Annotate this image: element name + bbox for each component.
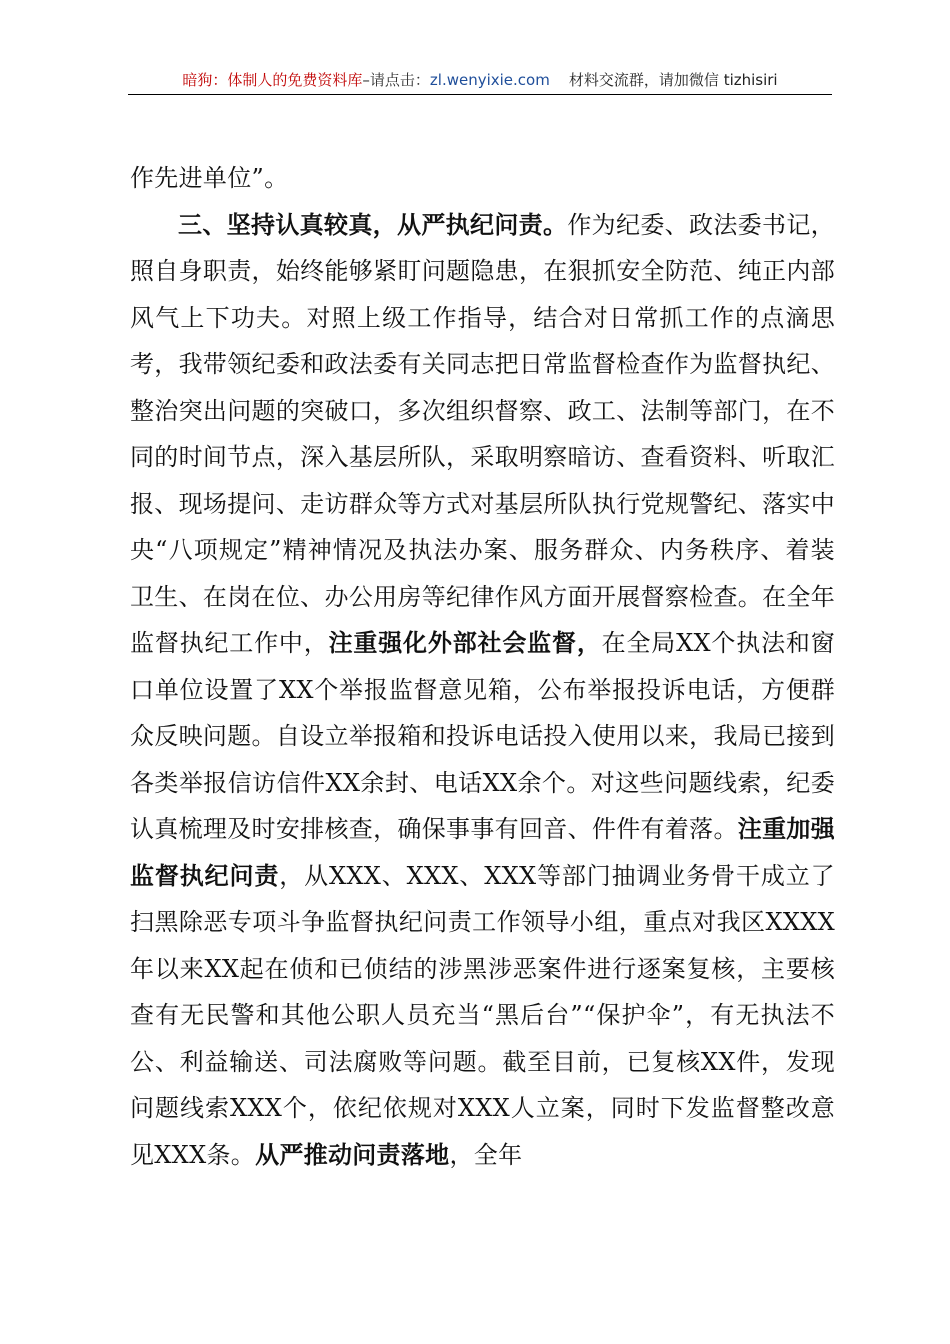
document-body: [130, 155, 835, 1178]
paragraph-text-e: ，从XXX、XXX、XXX等部门抽调业务骨干成立了扫黑除恶专项斗争监督执纪问责工作领导小组，重点对我区XXXX年以来XX起在侦和已侦结的涉黑涉恶案件进行逐案复核，主要核查有无民警和其他公职人员充当“黑后台”“保护伞”，有无执法不公、利益输送、司法腐败等问题。截至目前，已复核XX件，发现问题线索XXX个，依纪依规对XXX人立案，同时下发监督整改意见XXX条。: [130, 861, 835, 1169]
paragraph-text-a: 作为纪委、政法委书记，照自身职责，始终能够紧盯问题隐患，在狠抓安全防范、纯正内部风气上下功夫。对照上级工作指导，结合对日常抓工作的点滴思考，我带领纪委和政法委有关同志把日常监督检查作为监督执纪、整治突出问题的突破口，多次组织督察、政工、法制等部门，在不同的时间节点，深入基层所队，采取明察暗访、查看资料、听取汇报、现场提问、走访群众等方式对基层所队执行党规警纪、落实中央“八项规定”精神情况及执法办案、服务群众、内务秩序、着装卫生、在岗在位、办公用房等纪律作风方面开展督察检查。在全年监督执纪工作中，: [130, 210, 835, 657]
continued-line: 作先进单位”。: [130, 164, 289, 192]
paragraph-text-c: 在全局XX个执法和窗口单位设置了XX个举报监督意见箱，公布举报投诉电话，方便群众反映问题。自设立举报箱和投诉电话投入使用以来，我局已接到各类举报信访信件XX余封、电话XX余个。对这些问题线索，纪委认真梳理及时安排核查，确保事事有回音、件件有着落。: [130, 629, 836, 843]
emphasis-strict-accountability: 从严推动问责落地: [255, 1139, 450, 1169]
section-paragraph: [130, 202, 835, 1179]
emphasis-discipline-accountability: 注重加强监督执纪问责: [130, 814, 835, 890]
header-click-prefix: –请点击：: [362, 71, 430, 89]
paragraph-text-g: ，全年: [449, 1140, 523, 1169]
section-heading: 三、坚持认真较真，从严执纪问责。: [178, 209, 568, 239]
header-wechat-note: 材料交流群，请加微信 tizhisiri: [568, 71, 778, 89]
page-header: [128, 70, 832, 95]
header-url-link[interactable]: zl.wenyixie.com: [429, 71, 550, 89]
header-site-label: 暗狗：体制人的免费资料库: [182, 71, 363, 89]
emphasis-external-supervision: 注重强化外部社会监督，: [328, 628, 602, 657]
